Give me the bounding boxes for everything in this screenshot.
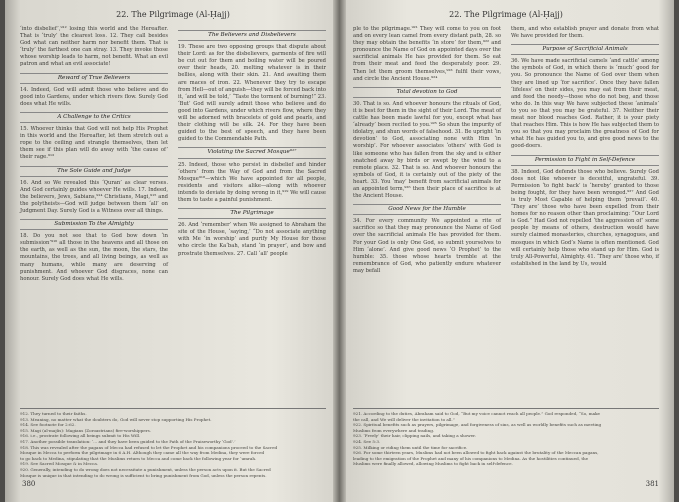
page-edge	[674, 0, 679, 502]
section-heading: Permission to Fight in Self-Defence	[511, 155, 659, 166]
footnote-line: Muslims from everywhere and trading.	[353, 427, 435, 433]
section-heading: Violating the Sacred Mosque⁹¹⁷	[178, 147, 326, 158]
verse-paragraph: 26. And ‘remember’ when We assigned to Abraham the site of the House, ‘saying,’ “Do not associate anything with Me ‘in worship’ and purify My House for those who circle the Ka‘bah, stand ‘in prayer’, and bow and prostrate themselves. 27. Call ‘all’ people	[178, 222, 326, 257]
footnote-line: 919. See Sacred Mosque & in Mecca.	[20, 461, 99, 467]
footnote-line: 917. Another possible translation: ‘... and they have been guided to the Path of the Praiseworthy ‘God’.’	[20, 438, 236, 444]
footnote-line: 926. For some thirteen years, Muslims had not been allowed to fight back against the brutality of the Meccan pagans,	[353, 450, 599, 456]
footnote-line: 920. Generally, intending to do wrong does not necessitate a punishment, unless the person acts upon it. But the Sacred	[20, 466, 271, 472]
page-header: 22. The Pilgrimage (Al-Ḥajj)	[449, 10, 563, 19]
section-heading: Purpose of Sacrificial Animals	[511, 44, 659, 55]
page-number: 381	[645, 480, 659, 488]
section-heading: A Challenge to the Critics	[20, 112, 168, 123]
verse-paragraph: 15. Whoever thinks that God will not help His Prophet in this world and the Hereafter, let them stretch out a rope to the ceiling and strangle themselves, then let them see if this plan will do away with ‘the cause of’ their rage.⁹¹³	[20, 126, 168, 161]
footnote-line: 925. Milking or riding them until the time for sacrifice.	[353, 444, 468, 450]
footnote-line: Mosque in Mecca to perform the pilgrimage in 6 A.H. Although they came all the way from Medina, they were forced	[20, 450, 265, 456]
verse-paragraph: 25. Indeed, those who persist in disbelief and hinder ‘others’ from the Way of God and from the Sacred Mosque⁹¹⁸—which We have appointed for all people, residents and visitors alike—along with whoever intends to deviate by doing wrong in it,⁹¹⁹ We will cause them to taste a painful punishment.	[178, 161, 326, 203]
verse-paragraph: 36. We have made sacrificial camels ‘and cattle’ among the symbols of God, in which there is ‘much’ good for you. So pronounce the Name of God over them when they are lined up ‘for sacrifice’. Once they have fallen ‘lifeless’ on their sides, you may eat from their meat, and feed the needy—those who do not beg, and those who do. In this way We have subjected these ‘animals’ to you so that you may be grateful. 37. Neither their meat nor blood reaches God. Rather, it is your piety that reaches Him. This is how He has subjected them to you so that you may proclaim the greatness of God for what He has guided you to, and give good news to the good-doers.	[511, 58, 659, 150]
section-heading: Good News for the Humble	[353, 204, 501, 215]
section-heading: The Pilgrimage	[178, 208, 326, 219]
verse-paragraph: 30. That is so. And whoever honours the rituals of God, it is best for them in the sight of their Lord. The meat of cattle has been made lawful for you, except what has ‘already’ been recited to you.⁹²⁵ So shun the impurity of idolatry, and shun words of falsehood. 31. Be upright ‘in devotion’ to God, associating none with Him ‘in worship’. For whoever associates ‘others’ with God is like someone who has fallen from the sky and is either snatched away by birds or swept by the wind to a remote place. 32. That is so. And whoever honours the symbols of God, it is certainly out of the piety of the heart. 33. You ‘may’ benefit from sacrificial animals for an appointed term,⁹²⁶ then their place of sacrifice is at the Ancient House.	[353, 100, 501, 200]
footnote-line: to go back to Medina, stipulating that the Muslims return to Mecca and come back the following year for ‘umrah.	[20, 455, 257, 461]
verse-paragraph: 18. Do you not see that to God bow down ‘in submission’⁹¹⁶ all those in the heavens and all those on the earth, as well as the sun, the moon, the stars, the mountains, the trees, and all living beings, as well as many humans, while many are deserving of punishment. And whoever God disgraces, none can honour. Surely God does what He wills.	[20, 233, 168, 282]
verse-paragraph: 38. Indeed, God defends those who believe. Surely God does not like whoever is deceitful, ungrateful. 39. Permission ‘to fight back’ is ‘hereby’ granted to those being fought, for they have been wronged.⁹²⁷ And God is truly Most Capable of helping them ‘prevail’. 40. ‘They are’ those who have been expelled from their homes for no reason other than proclaiming: “Our Lord is God.” Had God not repelled ‘the aggression of’ some people by means of others, destruction would have surely claimed monasteries, churches, synagogues, and mosques in which God’s Name is often mentioned. God will certainly help those who stand up for Him. God is truly All-Powerful, Almighty. 41. ‘They are’ those who, if established in the land by Us, would	[511, 168, 659, 267]
section-heading: The Sole Guide and Judge	[20, 166, 168, 177]
footnote-line: 912. They turned to their faiths.	[20, 411, 87, 416]
footnote-line: 921. According to the duties, Abraham said to God, “But my voice cannot reach all people.” God responded, “So, make	[353, 411, 600, 416]
left-page	[14, 0, 332, 502]
verse-paragraph: ‘into disbelief’,⁹¹² losing this world and the Hereafter. That is ‘truly’ the clearest loss. 12. They call besides God what can neither harm nor benefit them. That is ‘truly’ the farthest one can stray. 13. They invoke those whose worship leads to harm, not benefit. What an evil patron and what an evil associate!	[20, 26, 168, 68]
verse-paragraph: 14. Indeed, God will admit those who believe and do good into Gardens, under which rivers flow. Surely God does what He wills.	[20, 86, 168, 107]
text-column	[178, 26, 326, 259]
verse-paragraph: ple to the pilgrimage.⁹²¹ They will come to you on foot and on every lean camel from every distant path, 28. so they may obtain the benefits ‘in store’ for them,⁹²² and pronounce the Name of God on appointed days over the sacrificial animals He has provided for them. So eat from their meat and feed the desperately poor. 29. Then let them groom themselves,⁹²³ fulfil their vows, and circle the Ancient House.⁹²⁴	[353, 26, 501, 82]
footnotes	[353, 408, 659, 467]
page-number: 380	[22, 480, 36, 488]
footnote-line: 914. See footnote for 2:62.	[20, 422, 76, 428]
footnote-line: 922. Spiritual benefits such as prayers, pilgrimage, and forgiveness of sins, as well as worldly benefits such as meeting	[353, 422, 602, 428]
section-heading: Submission To the Almighty	[20, 219, 168, 230]
footnote-line: Mosque is unique in that intending to do wrong is sufficient to bring punishment from God, unless the person repents.	[20, 472, 267, 478]
verse-paragraph: 19. These are two opposing groups that dispute about their Lord: as for the disbelievers, garments of fire will be cut out for them and boiling water will be poured over their heads, 20. melting whatever is in their bellies, along with their skin. 21. And awaiting them are maces of iron. 22. Whenever they try to escape from Hell—out of anguish—they will be forced back into it, ‘and will be told,’ “Taste the torment of burning!” 23. ‘But’ God will surely admit those who believe and do good into Gardens, under which rivers flow, where they will be adorned with bracelets of gold and pearls, and their clothing will be silk. 24. For they have been guided to the best of speech, and they have been guided to the Commendable Path.	[178, 44, 326, 143]
verse-paragraph: them, and who establish prayer and donate from what We have provided for them.	[511, 26, 659, 40]
page-header: 22. The Pilgrimage (Al-Ḥajj)	[116, 10, 230, 19]
section-heading: The Believers and Disbelievers	[178, 30, 326, 41]
footnote-line: 923. ‘Freely’ their hair, clipping nails, and taking a shower.	[353, 433, 476, 439]
book-gutter	[333, 0, 346, 502]
footnote-line: Muslims were finally allowed, allowing Muslims to fight back in self-defence.	[353, 461, 513, 467]
footnote-line: leading to the emigration of the Prophet and many of his companions to Medina. As the hostilities continued, the	[353, 455, 589, 461]
footnote-line: 913. Meaning, no matter what the doubters do, God will never stop supporting His Prophet.	[20, 416, 212, 422]
footnote-line: the call, and We will deliver the invitation to all.”	[353, 416, 455, 422]
footnote-line: 924. See 5:3.	[353, 438, 381, 444]
footnotes	[20, 408, 326, 478]
verse-paragraph: 16. And so We revealed this ‘Quran’ as clear verses. And God certainly guides whoever He wills. 17. Indeed, the believers, Jews, Sabians,⁹¹⁴ Christians, Magi,⁹¹⁵ and the polytheists—God will judge between them ‘all’ on Judgment Day. Surely God is a Witness over all things.	[20, 179, 168, 214]
verse-paragraph: 34. For every community We appointed a rite of sacrifice so that they may pronounce the Name of God over the sacrificial animals He has provided for them. For your God is only One God, so submit yourselves to Him ‘alone’. And give good news ‘O Prophet’ to the humble: 35. those whose hearts tremble at the remembrance of God, who patiently endure whatever may befall	[353, 218, 501, 274]
section-heading: Reward of True Believers	[20, 73, 168, 84]
text-column	[511, 26, 659, 269]
text-column	[353, 26, 501, 276]
footnote-line: 918. This was revealed after the pagans of Mecca had refused to let the Prophet and his companions proceed to the Sacred	[20, 444, 278, 450]
section-heading: Total devotion to God	[353, 87, 501, 98]
text-column	[20, 26, 168, 284]
footnote-line: 916. i.e., prostrate following all beings submit to His Will.	[20, 433, 141, 439]
page-edge	[0, 0, 5, 502]
right-page	[347, 0, 665, 502]
footnote-line: 915. Magi (al-majûs): Magians (Zoroastrians) fire-worshippers.	[20, 427, 152, 433]
